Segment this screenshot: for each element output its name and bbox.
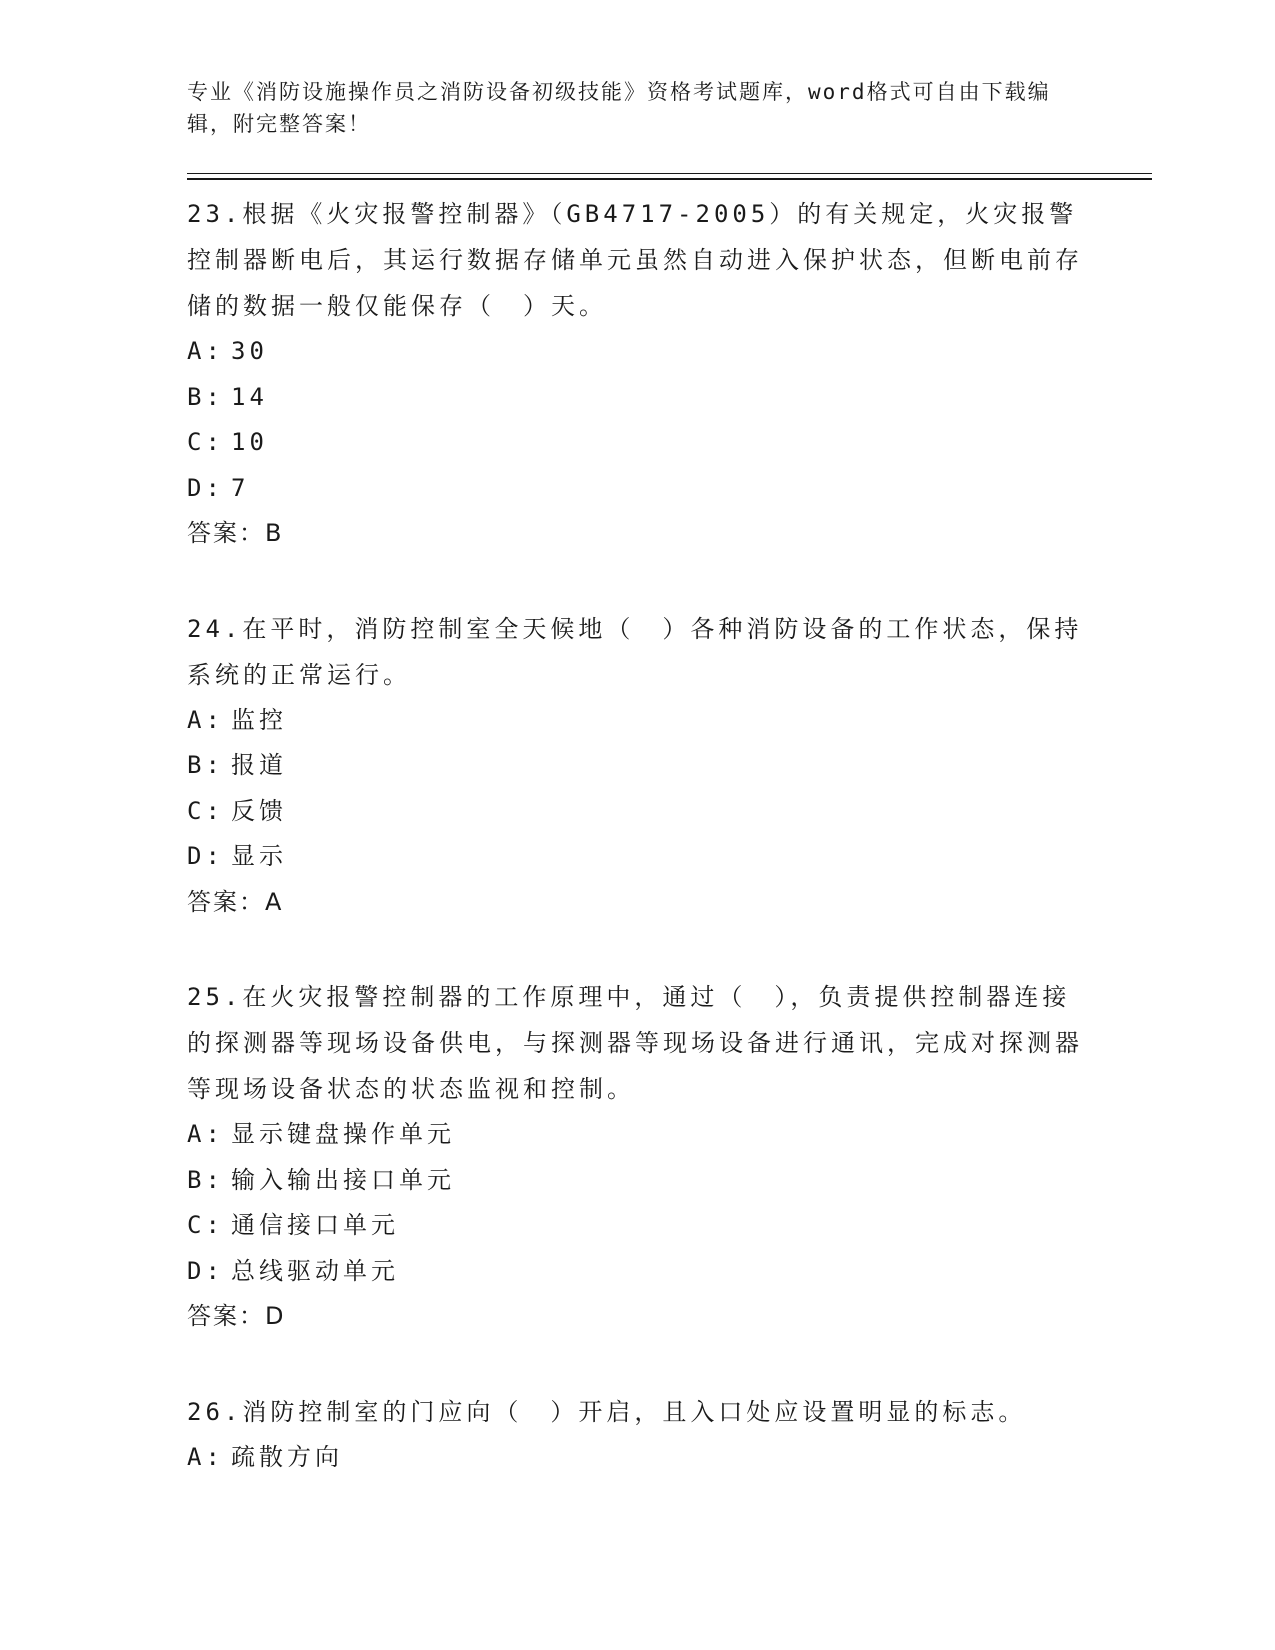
- document-header: 专业《消防设施操作员之消防设备初级技能》资格考试题库，word格式可自由下载编辑，附完整答案！: [187, 80, 1051, 136]
- option-key: A:: [187, 1120, 224, 1148]
- option-key: C:: [187, 428, 224, 456]
- option-key: A:: [187, 1442, 224, 1471]
- option-value: 反馈: [231, 796, 287, 825]
- option-c: [187, 789, 1087, 835]
- answer: 答案：A: [187, 887, 284, 916]
- question-text: 26.消防控制室的门应向（ ）开启，且入口处应设置明显的标志。: [187, 1397, 1027, 1426]
- option-a: [187, 1435, 1087, 1481]
- option-key: C:: [187, 1211, 224, 1239]
- option-value: 30: [231, 337, 268, 365]
- answer: 答案：B: [187, 519, 284, 547]
- option-key: A:: [187, 705, 224, 734]
- option-key: A:: [187, 337, 224, 365]
- option-value: 总线驱动单元: [231, 1256, 399, 1285]
- header-divider-thick: [187, 178, 1152, 180]
- question-23: [187, 191, 1087, 557]
- option-b: [187, 743, 1087, 789]
- option-value: 通信接口单元: [231, 1211, 399, 1239]
- option-d: [187, 834, 1087, 880]
- question-text: 24.在平时，消防控制室全天候地（ ）各种消防设备的工作状态，保持系统的正常运行。: [187, 614, 1083, 689]
- option-b: [187, 375, 1087, 421]
- question-text: 23.根据《火灾报警控制器》（GB4717-2005）的有关规定，火灾报警控制器断电后，其运行数据存储单元虽然自动进入保护状态，但断电前存储的数据一般仅能保存（ ）天。: [187, 200, 1083, 320]
- option-value: 14: [231, 382, 268, 411]
- question-25: [187, 974, 1087, 1340]
- question-text: 25.在火灾报警控制器的工作原理中，通过（ ），负责提供控制器连接的探测器等现场设备供电，与探测器等现场设备进行通讯，完成对探测器等现场设备状态的状态监视和控制。: [187, 983, 1083, 1103]
- option-key: D:: [187, 473, 224, 502]
- question-24: [187, 606, 1087, 926]
- option-a: [187, 698, 1087, 744]
- option-c: [187, 1203, 1087, 1249]
- option-key: B:: [187, 751, 224, 779]
- option-value: 疏散方向: [231, 1442, 343, 1471]
- option-a: [187, 1112, 1087, 1158]
- question-list: [187, 191, 1087, 1529]
- header-divider-thin: [187, 173, 1152, 174]
- option-d: [187, 1249, 1087, 1295]
- option-value: 10: [231, 428, 268, 456]
- option-key: B:: [187, 382, 224, 411]
- option-d: [187, 466, 1087, 512]
- option-value: 7: [231, 473, 250, 502]
- question-26: [187, 1389, 1087, 1481]
- option-value: 显示键盘操作单元: [231, 1120, 455, 1148]
- option-a: [187, 329, 1087, 375]
- option-value: 报道: [231, 751, 287, 779]
- option-key: D:: [187, 842, 224, 870]
- answer: 答案：D: [187, 1302, 286, 1330]
- option-key: C:: [187, 796, 224, 825]
- option-c: [187, 420, 1087, 466]
- option-key: D:: [187, 1256, 224, 1285]
- option-key: B:: [187, 1165, 224, 1194]
- option-value: 输入输出接口单元: [231, 1165, 455, 1194]
- option-value: 显示: [231, 842, 287, 870]
- option-value: 监控: [231, 705, 287, 734]
- option-b: [187, 1158, 1087, 1204]
